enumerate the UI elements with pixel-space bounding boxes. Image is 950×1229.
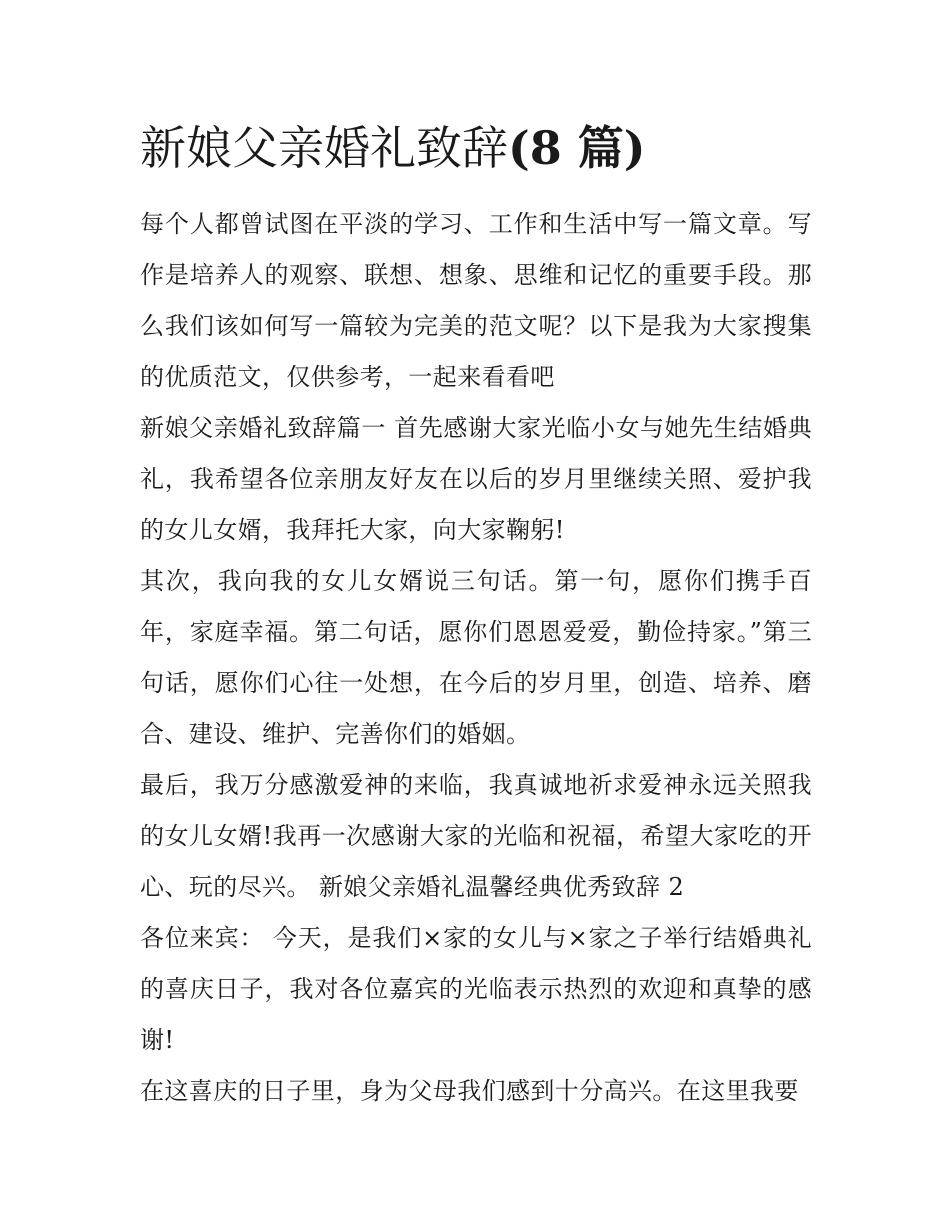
paragraph-speech-5: 在这喜庆的日子里，身为父母我们感到十分高兴。在这里我要 [140, 1077, 799, 1105]
title-main: 新娘父亲婚礼致辞 [140, 121, 508, 175]
document-title [140, 118, 820, 178]
title-count: (8 篇) [508, 121, 646, 175]
paragraph-speech-4: 各位来宾： 今天，是我们×家的女儿与×家之子举行结婚典礼的喜庆日子，我对各位嘉宾的光临表示热烈的欢迎和真挚的感谢! [140, 924, 812, 1054]
paragraph-speech-3: 最后，我万分感激爱神的来临，我真诚地祈求爱神永远关照我的女儿女婿!我再一次感谢大家的光临和祝福，希望大家吃的开心、玩的尽兴。 新娘父亲婚礼温馨经典优秀致辞 2 [140, 771, 812, 901]
paragraph-intro: 每个人都曾试图在平淡的学习、工作和生活中写一篇文章。写作是培养人的观察、联想、想象、思维和记忆的重要手段。那么我们该如何写一篇较为完美的范文呢？以下是我为大家搜集的优质范文，仅供参考，一起来看看吧 [140, 210, 812, 391]
paragraph-speech-1: 新娘父亲婚礼致辞篇一 首先感谢大家光临小女与她先生结婚典礼，我希望各位亲朋友好友在以后的岁月里继续关照、爱护我的女儿女婿，我拜托大家，向大家鞠躬! [140, 414, 812, 544]
document-body [140, 199, 812, 1117]
paragraph-speech-2: 其次，我向我的女儿女婿说三句话。第一句，愿你们携手百年，家庭幸福。第二句话，愿你们恩恩爱爱，勤俭持家。”第三句话，愿你们心往一处想，在今后的岁月里，创造、培养、磨合、建设、维护、完善你们的婚姻。 [140, 567, 812, 748]
